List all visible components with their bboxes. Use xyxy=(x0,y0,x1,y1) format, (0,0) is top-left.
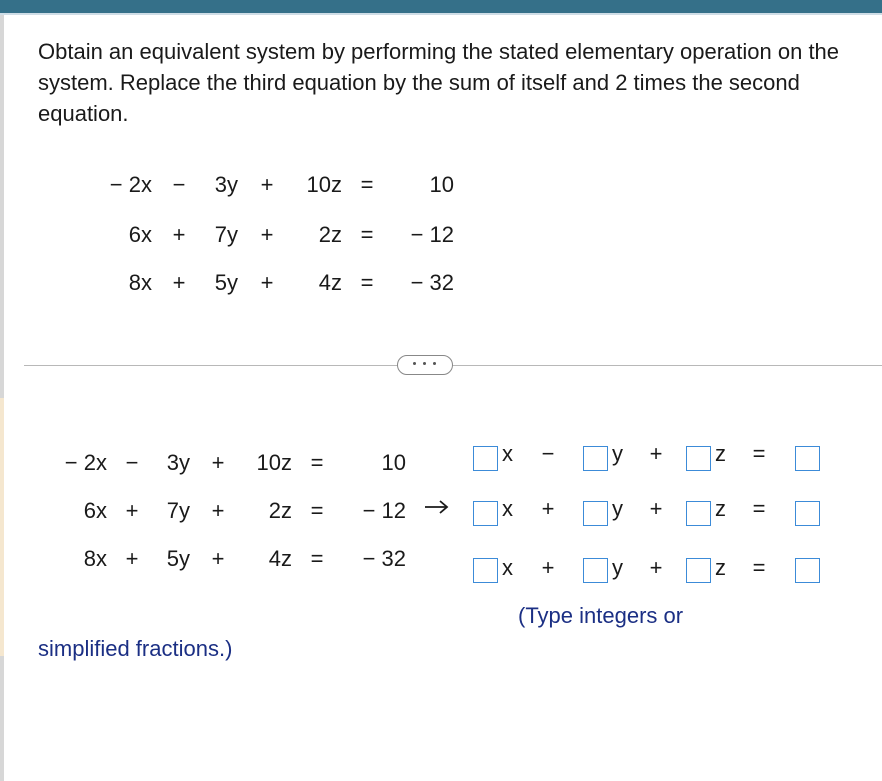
left-edge-highlight xyxy=(0,398,4,656)
x-coefficient-input[interactable] xyxy=(473,501,498,526)
term-x: 8x xyxy=(83,546,107,571)
section-divider xyxy=(24,365,882,366)
z-coefficient-input[interactable] xyxy=(686,446,711,471)
term-y: 7y xyxy=(166,498,190,523)
term-z: 4z xyxy=(318,270,342,295)
term-x: 6x xyxy=(128,222,152,247)
term-y: 5y xyxy=(214,270,238,295)
header-rule xyxy=(0,13,882,15)
term-y: 7y xyxy=(214,222,238,247)
rhs-value: − 32 xyxy=(362,546,406,571)
equals-sign: = xyxy=(310,546,324,571)
operator: + xyxy=(172,222,186,247)
operator: + xyxy=(211,450,225,475)
operator: + xyxy=(649,441,663,466)
term-z: 2z xyxy=(318,222,342,247)
equals-sign: = xyxy=(310,450,324,475)
operator: − xyxy=(125,450,139,475)
rhs-value: − 32 xyxy=(410,270,454,295)
rhs-value: 10 xyxy=(429,172,454,197)
operator: + xyxy=(260,222,274,247)
y-variable: y xyxy=(612,441,623,466)
operator: − xyxy=(541,441,555,466)
answer-format-note-continued: simplified fractions.) xyxy=(38,636,233,661)
right-arrow-icon xyxy=(423,497,451,517)
equals-sign: = xyxy=(752,441,766,466)
operator: + xyxy=(125,498,139,523)
operator: + xyxy=(649,496,663,521)
term-z: 4z xyxy=(268,546,292,571)
rhs-value: − 12 xyxy=(362,498,406,523)
operator: + xyxy=(125,546,139,571)
x-coefficient-input[interactable] xyxy=(473,558,498,583)
operator: + xyxy=(260,270,274,295)
operator: + xyxy=(211,546,225,571)
y-coefficient-input[interactable] xyxy=(583,501,608,526)
more-options-button[interactable] xyxy=(397,355,453,375)
x-variable: x xyxy=(502,555,513,580)
z-coefficient-input[interactable] xyxy=(686,558,711,583)
term-z: 2z xyxy=(268,498,292,523)
operator: + xyxy=(172,270,186,295)
equals-sign: = xyxy=(360,172,374,197)
term-x: 6x xyxy=(83,498,107,523)
equals-sign: = xyxy=(310,498,324,523)
term-y: 5y xyxy=(166,546,190,571)
rhs-value: 10 xyxy=(381,450,406,475)
equals-sign: = xyxy=(752,496,766,521)
z-coefficient-input[interactable] xyxy=(686,501,711,526)
y-coefficient-input[interactable] xyxy=(583,558,608,583)
z-variable: z xyxy=(715,496,726,521)
answer-format-note: (Type integers or xyxy=(518,603,684,628)
equals-sign: = xyxy=(360,222,374,247)
z-variable: z xyxy=(715,555,726,580)
rhs-input[interactable] xyxy=(795,558,820,583)
rhs-input[interactable] xyxy=(795,446,820,471)
term-z: 10z xyxy=(256,450,292,475)
operator: + xyxy=(649,555,663,580)
term-z: 10z xyxy=(306,172,342,197)
question-prompt: Obtain an equivalent system by performing the stated elementary operation on the system. Replace the third equation by the sum of itself and 2 times the second equation. xyxy=(38,39,840,126)
rhs-value: − 12 xyxy=(410,222,454,247)
operator: + xyxy=(260,172,274,197)
rhs-input[interactable] xyxy=(795,501,820,526)
term-y: 3y xyxy=(166,450,190,475)
y-coefficient-input[interactable] xyxy=(583,446,608,471)
operator: + xyxy=(211,498,225,523)
x-variable: x xyxy=(502,496,513,521)
x-coefficient-input[interactable] xyxy=(473,446,498,471)
x-variable: x xyxy=(502,441,513,466)
y-variable: y xyxy=(612,496,623,521)
term-x: − 2x xyxy=(109,172,152,197)
operator: + xyxy=(541,496,555,521)
term-x: 8x xyxy=(128,270,152,295)
z-variable: z xyxy=(715,441,726,466)
header-bar xyxy=(0,0,882,13)
term-x: − 2x xyxy=(64,450,107,475)
term-y: 3y xyxy=(214,172,238,197)
operator: + xyxy=(541,555,555,580)
operator: − xyxy=(172,172,186,197)
equals-sign: = xyxy=(360,270,374,295)
y-variable: y xyxy=(612,555,623,580)
equals-sign: = xyxy=(752,555,766,580)
